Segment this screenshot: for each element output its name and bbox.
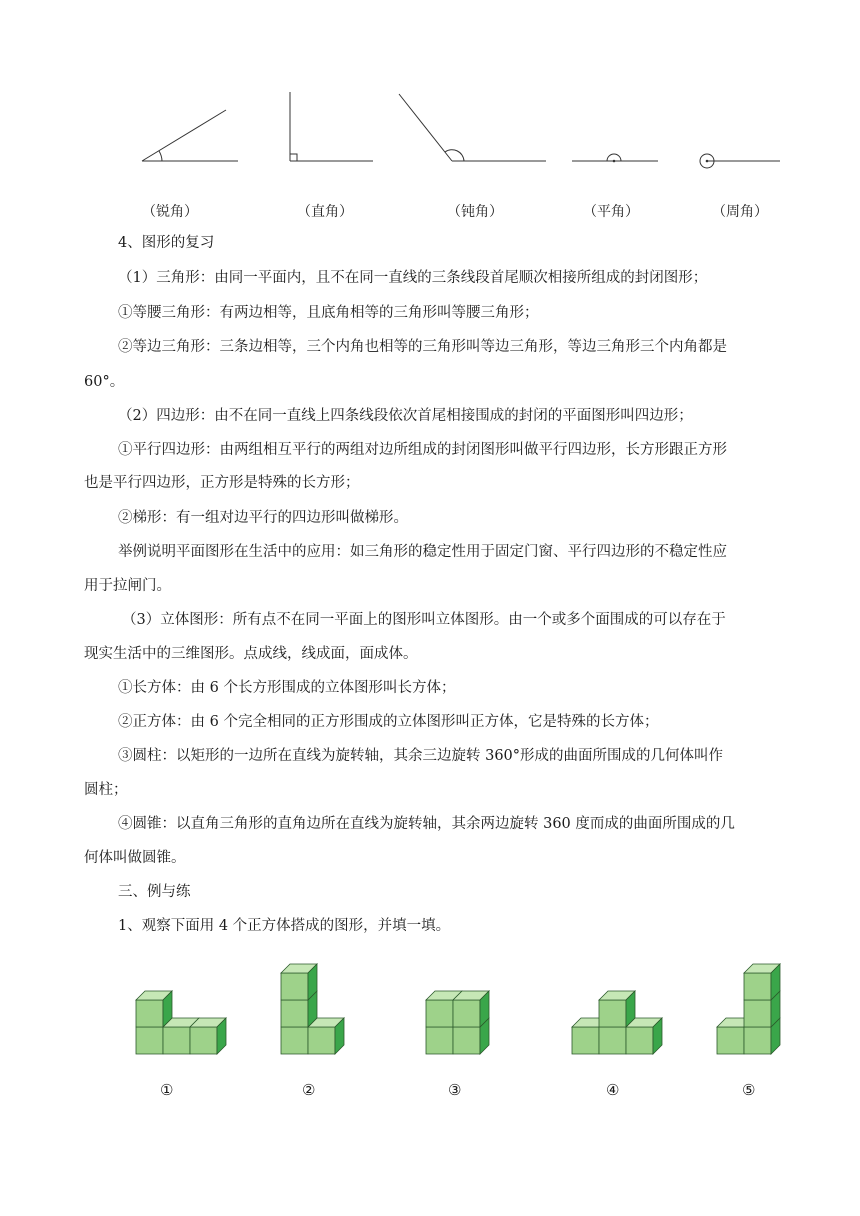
paragraph-line: （3）立体图形：所有点不在同一平面上的图形叫立体图形。由一个或多个面围成的可以存在于: [122, 612, 726, 628]
cube-figures: [120, 948, 800, 1060]
acute-angle-figure: [142, 110, 238, 161]
cube-front-face: [599, 1000, 626, 1027]
cube-figure-2: [281, 964, 344, 1054]
cube-front-face: [453, 1000, 480, 1027]
cube-front-face: [163, 1027, 190, 1054]
cube-front-face: [426, 1027, 453, 1054]
figure-number-5: ⑤: [742, 1081, 756, 1099]
figure-number-1: ①: [160, 1081, 174, 1099]
cube: [190, 1018, 226, 1054]
paragraph-line: ②等边三角形：三条边相等，三个内角也相等的三角形叫等边三角形，等边三角形三个内角都是: [118, 339, 727, 355]
cube: [626, 1018, 662, 1054]
full-angle-figure: [700, 154, 780, 168]
cube-front-face: [281, 1027, 308, 1054]
cube-figure-3: [426, 991, 489, 1054]
cube-front-face: [744, 1000, 771, 1027]
paragraph-line: 也是平行四边形，正方形是特殊的长方形；: [84, 475, 360, 491]
cube-front-face: [744, 1027, 771, 1054]
figure-number-4: ④: [606, 1081, 620, 1099]
cube: [453, 991, 489, 1027]
figure-number-3: ③: [448, 1081, 462, 1099]
straight-angle-figure: [572, 154, 658, 161]
paragraph-line: 圆柱；: [84, 782, 128, 798]
cube-front-face: [136, 1027, 163, 1054]
cube: [281, 1027, 308, 1054]
cube-front-face: [136, 1000, 163, 1027]
cube-front-face: [426, 1000, 453, 1027]
section-heading: 三、例与练: [118, 884, 191, 900]
paragraph-line: ②梯形：有一组对边平行的四边形叫做梯形。: [118, 510, 408, 526]
paragraph-line: （1）三角形：由同一平面内，且不在同一直线的三条线段首尾顺次相接所组成的封闭图形；: [118, 270, 708, 286]
right-angle-figure: [290, 92, 373, 161]
paragraph-line: ④圆锥：以直角三角形的直角边所在直线为旋转轴，其余两边旋转 360 度而成的曲面所围成的几: [118, 816, 735, 832]
cube: [136, 991, 172, 1027]
paragraph-line: 用于拉闸门。: [84, 578, 171, 594]
paragraph-line: 举例说明平面图形在生活中的应用：如三角形的稳定性用于固定门窗、平行四边形的不稳定性应: [118, 544, 727, 560]
paragraph-line: ③圆柱：以矩形的一边所在直线为旋转轴，其余三边旋转 360°形成的曲面所围成的几何体叫作: [118, 748, 724, 764]
angle-label-obtuse: （钝角）: [447, 204, 503, 220]
angle-label-full: （周角）: [712, 204, 768, 220]
paragraph-line: ②正方体：由 6 个完全相同的正方形围成的立体图形叫正方体，它是特殊的长方体；: [118, 714, 659, 730]
cube: [136, 1027, 163, 1054]
obtuse-angle-figure: [399, 94, 546, 161]
cube: [744, 964, 780, 1000]
cube: [281, 964, 317, 1000]
paragraph-line: 现实生活中的三维图形。点成线，线成面，面成体。: [84, 646, 418, 662]
cube-figure-1: [136, 991, 226, 1054]
cube-front-face: [190, 1027, 217, 1054]
cube-front-face: [744, 973, 771, 1000]
angle-label-straight: （平角）: [583, 204, 639, 220]
angle-label-acute: （锐角）: [142, 204, 198, 220]
cube-front-face: [626, 1027, 653, 1054]
paragraph-line: ①等腰三角形：有两边相等，且底角相等的三角形叫等腰三角形；: [118, 305, 539, 321]
angle-diagrams: [120, 80, 800, 180]
cube: [599, 1027, 626, 1054]
cube-front-face: [308, 1027, 335, 1054]
cube-front-face: [453, 1027, 480, 1054]
cube-front-face: [281, 1000, 308, 1027]
paragraph-line: 何体叫做圆锥。: [84, 850, 186, 866]
cube: [599, 991, 635, 1027]
section-heading: 4、图形的复习: [118, 235, 215, 251]
paragraph-line: （2）四边形：由不在同一直线上四条线段依次首尾相接围成的封闭的平面图形叫四边形；: [118, 408, 693, 424]
angle-label-right: （直角）: [297, 204, 353, 220]
paragraph-line: ①长方体：由 6 个长方形围成的立体图形叫长方体；: [118, 680, 456, 696]
figure-number-2: ②: [302, 1081, 316, 1099]
cube-figure-5: [717, 964, 780, 1054]
cube-front-face: [717, 1027, 744, 1054]
paragraph-line: 60°。: [84, 374, 125, 390]
cube-front-face: [599, 1027, 626, 1054]
cube-front-face: [572, 1027, 599, 1054]
cube: [308, 1018, 344, 1054]
cube-front-face: [281, 973, 308, 1000]
cube: [426, 1027, 453, 1054]
question-line: 1、观察下面用 4 个正方体搭成的图形，并填一填。: [118, 918, 451, 934]
cube-figure-4: [572, 991, 662, 1054]
paragraph-line: ①平行四边形：由两组相互平行的两组对边所组成的封闭图形叫做平行四边形，长方形跟正方形: [118, 442, 727, 458]
